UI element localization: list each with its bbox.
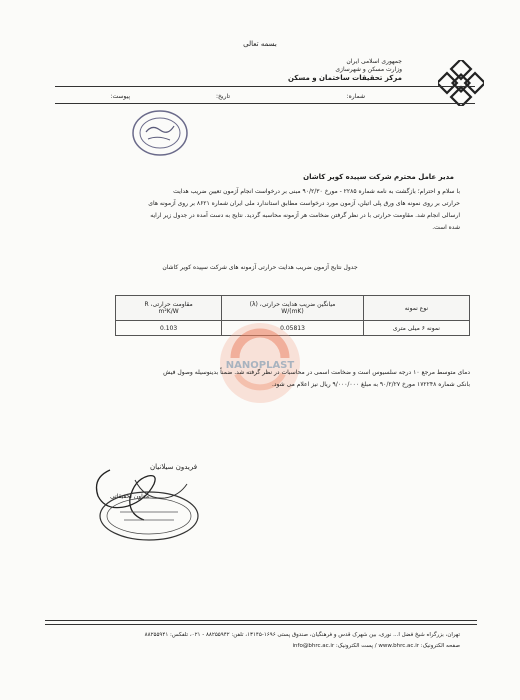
signatory-title: معاون تحقیقاتی [110,493,150,500]
date-label: تاریخ: [216,93,230,100]
bismillah-heading: بسمه تعالی [243,40,277,48]
column-header-sample: نوع نمونه [363,296,469,321]
note-paragraph [80,367,470,391]
letter-body [60,186,460,234]
nanoplast-watermark-icon [215,318,305,408]
column-header-conductivity: میانگین ضریب هدایت حرارتی، (λ) W/(mK) [222,296,364,321]
body-line: با سلام و احترام؛ بازگشت به نامه شماره ۲۲۸۵ - مورخ ۹۰/۲/۳۰ مبنی بر درخواست انجام آزمون تعیین ضریب هدایت [173,188,460,195]
organization-logo-icon [438,60,484,106]
official-stamp-icon [98,490,200,542]
footer-rule-top [45,620,477,621]
organization-name-block [288,58,402,82]
footer-contact: صفحه الکترونیک: www.bhrc.ac.ir / پست الکترونیک: info@bhrc.ac.ir [292,643,460,649]
body-line: شده است. [432,224,460,231]
table-caption: جدول نتایج آزمون ضریب هدایت حرارتی آزمونه های شرکت سپیده کویر کاشان [162,264,358,271]
addressee-line: مدیر عامل محترم شرکت سپیده کویر کاشان [303,173,454,181]
org-ministry: وزارت مسکن و شهرسازی [335,66,402,73]
cell-sample: نمونه ۶ میلی متری [363,321,469,336]
registration-seal-icon [130,108,190,158]
org-country: جمهوری اسلامی ایران [346,58,402,65]
cell-resistance: 0.103 [116,321,222,336]
body-line: ارسالی انجام شد. مقاومت حرارتی با در نظر گرفتن ضخامت هر آزمونه محاسبه گردید. نتایج به دست آمده در جدول زیر ارایه [150,212,460,219]
watermark-text: NANOPLAST [225,360,295,371]
note-line: دمای متوسط مرجع ۱۰ درجه سلسیوس است و ضخامت اسمی در محاسبات در نظر گرفته شد. ضمناً بدینوسیله وصول فیش [163,369,470,376]
table-header-row [116,296,470,321]
column-header-resistance: مقاومت حرارتی، R m²K/W [116,296,222,321]
header-rule-bottom [55,103,475,104]
body-line: حرارتی بر روی نمونه های ورق پلی اتیلن، آزمون مورد درخواست مطابق استاندارد ملی ایران شماره ۸۶۲۱ بر روی آزمونه های [148,200,460,207]
footer-rule-bottom [45,624,477,625]
note-line: بانکی شماره ۱۷۲۲۴۸ مورخ ۹۰/۲/۲۷ به مبلغ ۹/۰۰۰/۰۰۰ ریال نیز اعلام می شود. [271,381,470,388]
header-rule-top [55,86,475,87]
signatory-name: فریدون سیلانیان [150,463,198,471]
footer-address: تهران، بزرگراه شیخ فضل ا... نوری، بین شهرک قدس و فرهنگیان، صندوق پستی ۱۶۹۶-۱۳۱۴۵، تلفن: ۸۸۲۵۵۹۴۲ - ۰۲۱، تلفکس: ۸۸۲۵۵۹۴۱ [144,632,460,638]
org-center: مرکز تحقیقات ساختمان و مسکن [287,74,402,82]
attachment-label: پیوست: [110,93,130,100]
cell-conductivity: 0.05813 [222,321,364,336]
number-label: شماره: [346,93,365,100]
